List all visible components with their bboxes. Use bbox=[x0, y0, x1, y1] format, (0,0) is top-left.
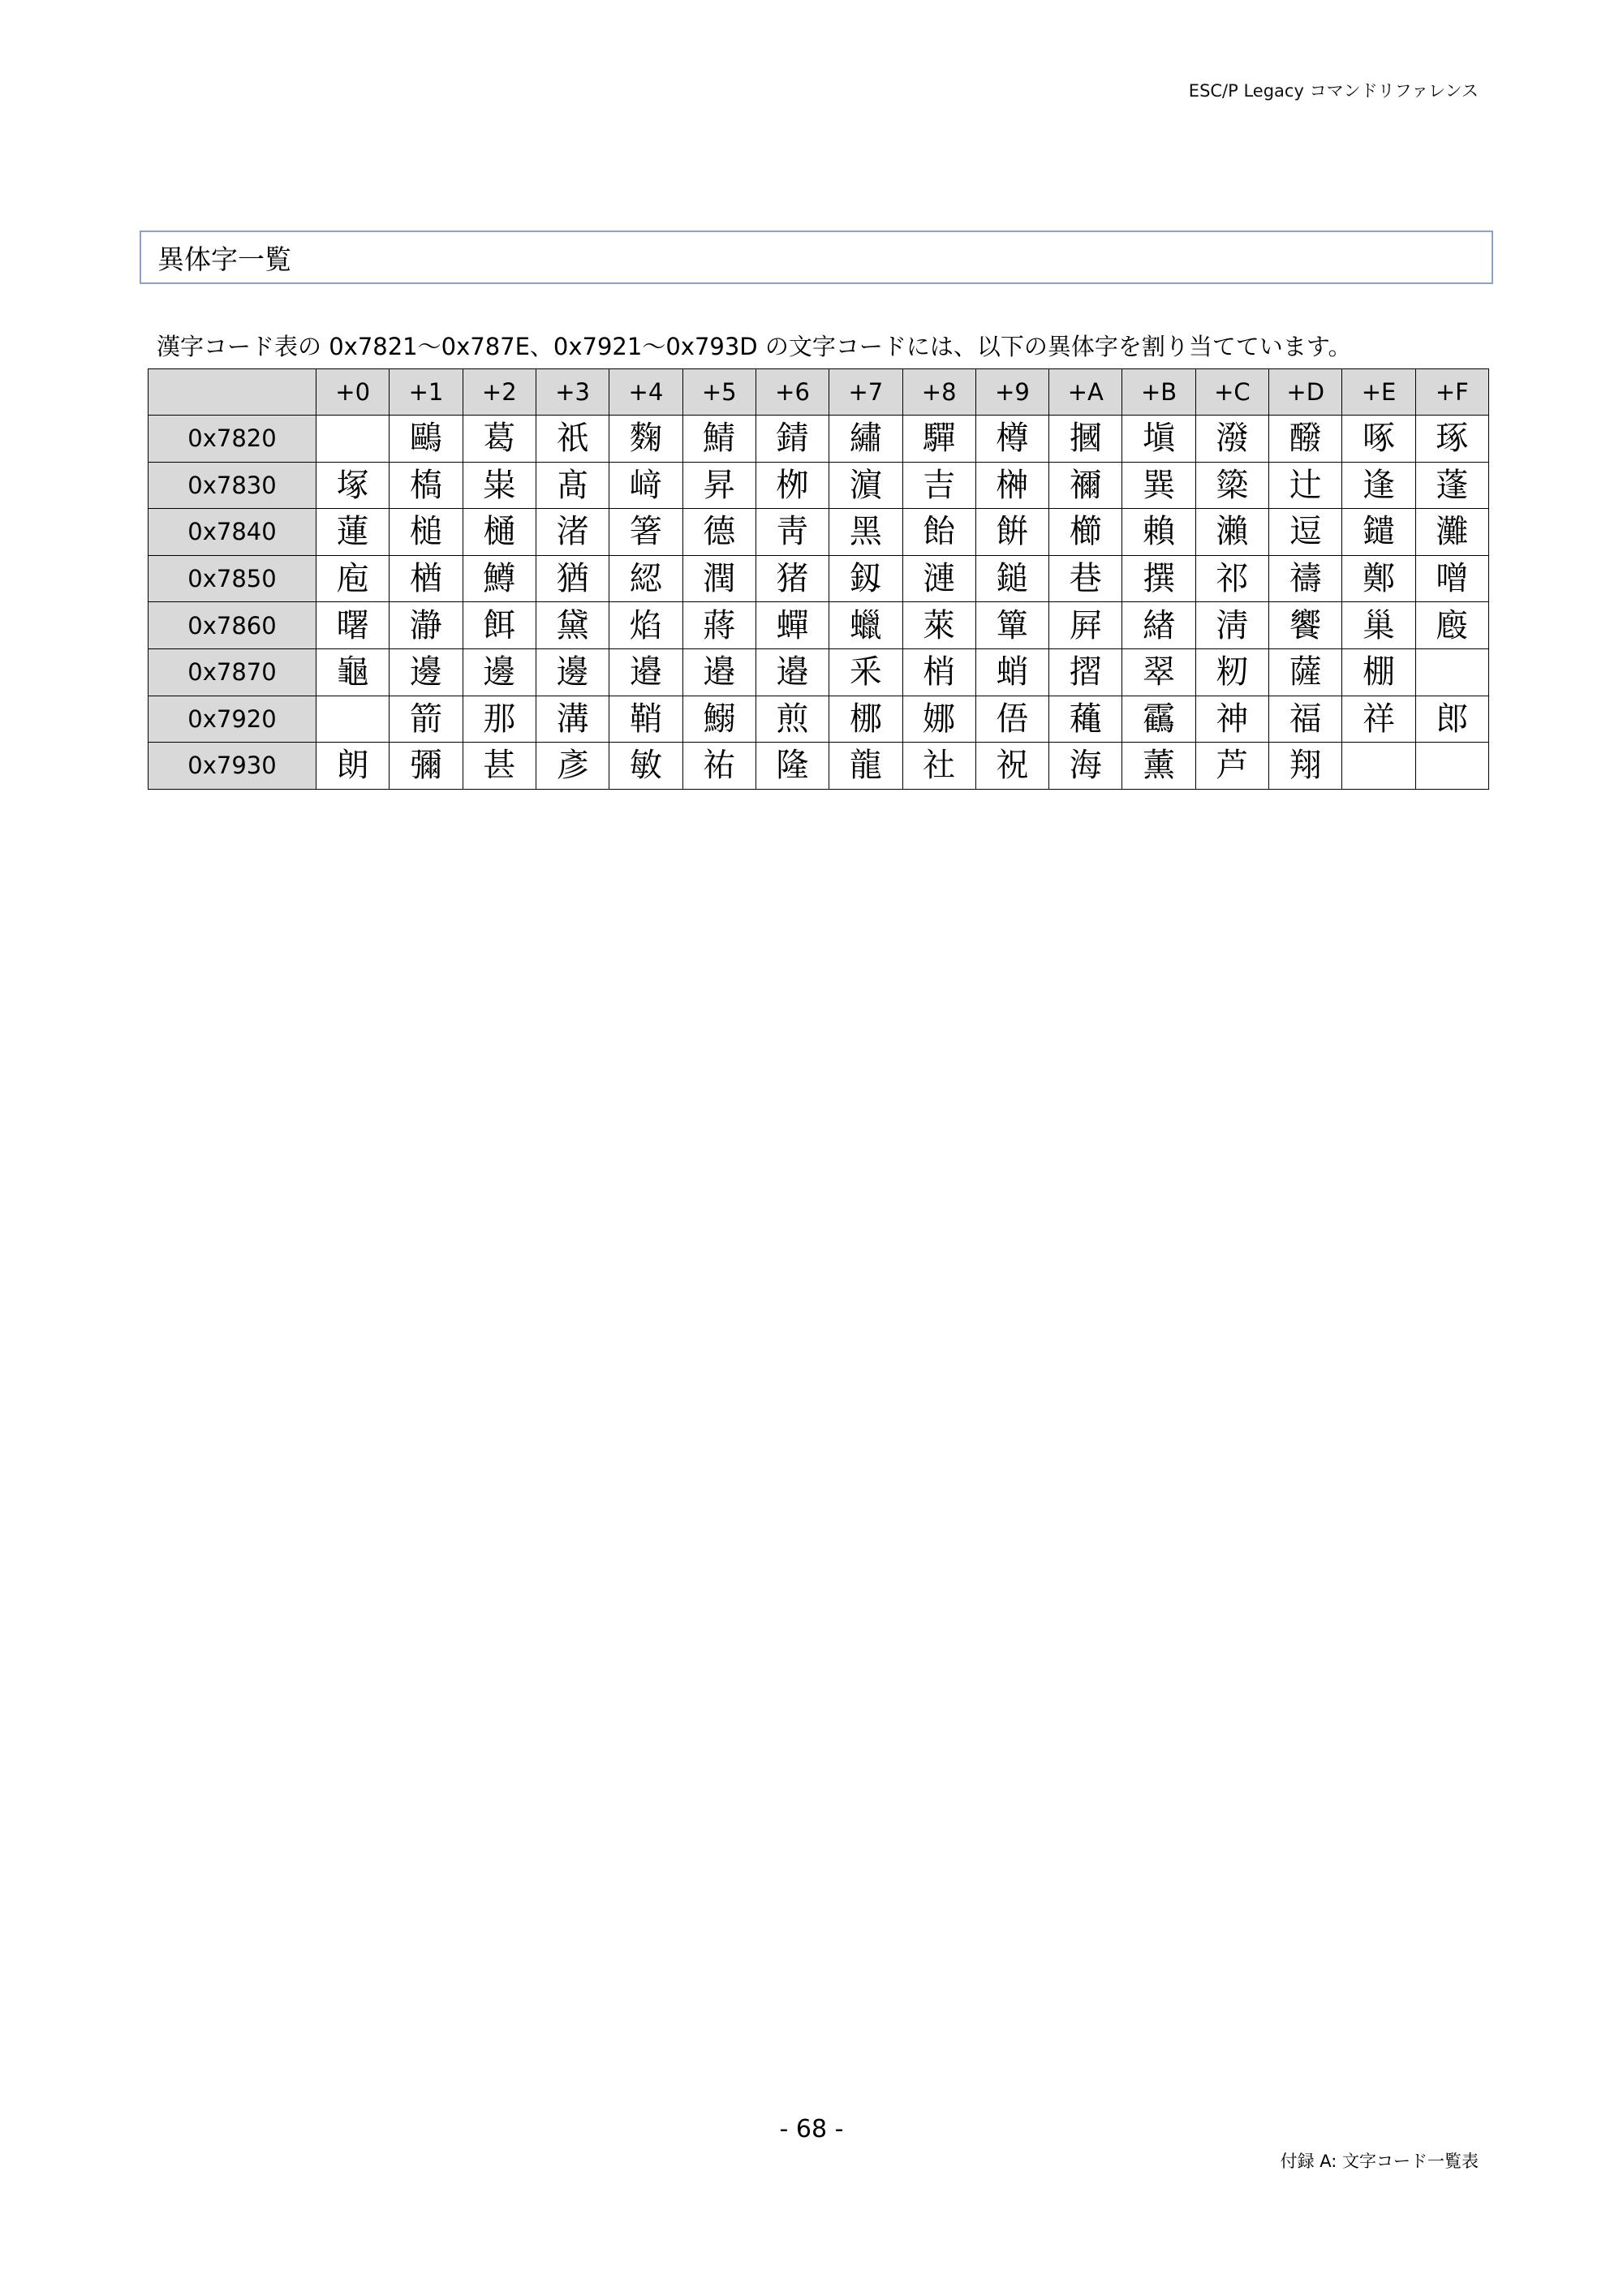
kanji-cell: 簞 bbox=[975, 602, 1048, 649]
kanji-cell: 靑 bbox=[756, 509, 829, 556]
column-header: +0 bbox=[316, 369, 390, 416]
kanji-cell: 焰 bbox=[609, 602, 682, 649]
kanji-cell: 禰 bbox=[1049, 462, 1122, 509]
column-header: +D bbox=[1269, 369, 1342, 416]
kanji-cell: 郎 bbox=[1415, 696, 1488, 743]
kanji-cell: 槌 bbox=[390, 509, 463, 556]
variant-kanji-table bbox=[148, 368, 1489, 790]
kanji-cell: 巽 bbox=[1122, 462, 1195, 509]
kanji-cell: 祥 bbox=[1342, 696, 1415, 743]
row-code-header: 0x7840 bbox=[149, 509, 316, 556]
kanji-cell: 敏 bbox=[609, 743, 682, 790]
kanji-cell: 綛 bbox=[609, 555, 682, 602]
table-row bbox=[149, 416, 1489, 463]
kanji-cell: 箸 bbox=[609, 509, 682, 556]
kanji-cell: 屛 bbox=[1049, 602, 1122, 649]
kanji-cell: 﨑 bbox=[609, 462, 682, 509]
kanji-cell: 邉 bbox=[756, 648, 829, 696]
row-code-header: 0x7830 bbox=[149, 462, 316, 509]
kanji-cell: 蓬 bbox=[1415, 462, 1488, 509]
kanji-cell: 庖 bbox=[316, 555, 390, 602]
column-header: +9 bbox=[975, 369, 1048, 416]
kanji-cell: 瀞 bbox=[390, 602, 463, 649]
kanji-cell: 辻 bbox=[1269, 462, 1342, 509]
kanji-cell: 鱒 bbox=[463, 555, 536, 602]
kanji-cell: 朗 bbox=[316, 743, 390, 790]
kanji-cell: 餌 bbox=[463, 602, 536, 649]
kanji-cell bbox=[1415, 648, 1488, 696]
kanji-cell: 溝 bbox=[536, 696, 609, 743]
kanji-cell: 漣 bbox=[902, 555, 975, 602]
kanji-cell: 邊 bbox=[390, 648, 463, 696]
kanji-cell: 棚 bbox=[1342, 648, 1415, 696]
footer-chapter: 付録 A: 文字コード一覧表 bbox=[1280, 2152, 1479, 2171]
column-header: +8 bbox=[902, 369, 975, 416]
kanji-cell: 廏 bbox=[1415, 602, 1488, 649]
kanji-cell: 籾 bbox=[1195, 648, 1268, 696]
kanji-cell: 粜 bbox=[463, 462, 536, 509]
table-row bbox=[149, 696, 1489, 743]
kanji-cell: 彥 bbox=[536, 743, 609, 790]
kanji-cell: 鎚 bbox=[975, 555, 1048, 602]
kanji-cell: 黑 bbox=[829, 509, 902, 556]
kanji-cell: 鷗 bbox=[390, 416, 463, 463]
page-number: - 68 - bbox=[779, 2115, 844, 2143]
kanji-cell: 飴 bbox=[902, 509, 975, 556]
kanji-cell: 撰 bbox=[1122, 555, 1195, 602]
kanji-cell: 髙 bbox=[536, 462, 609, 509]
kanji-cell: 栁 bbox=[756, 462, 829, 509]
table-row bbox=[149, 602, 1489, 649]
kanji-cell: 簗 bbox=[1195, 462, 1268, 509]
kanji-cell: 萊 bbox=[902, 602, 975, 649]
column-header: +7 bbox=[829, 369, 902, 416]
kanji-cell: 邊 bbox=[536, 648, 609, 696]
kanji-cell: 逗 bbox=[1269, 509, 1342, 556]
kanji-cell: 薩 bbox=[1269, 648, 1342, 696]
kanji-cell: 曙 bbox=[316, 602, 390, 649]
table-row bbox=[149, 462, 1489, 509]
kanji-cell: 德 bbox=[682, 509, 756, 556]
kanji-cell: 昇 bbox=[682, 462, 756, 509]
kanji-cell: 鯖 bbox=[682, 416, 756, 463]
table-row bbox=[149, 509, 1489, 556]
column-header: +A bbox=[1049, 369, 1122, 416]
kanji-cell: 祝 bbox=[975, 743, 1048, 790]
kanji-cell: 淸 bbox=[1195, 602, 1268, 649]
row-code-header: 0x7860 bbox=[149, 602, 316, 649]
kanji-cell: 邉 bbox=[682, 648, 756, 696]
kanji-cell: 麴 bbox=[609, 416, 682, 463]
kanji-cell: 渚 bbox=[536, 509, 609, 556]
kanji-cell: 邊 bbox=[463, 648, 536, 696]
kanji-cell: 潑 bbox=[1195, 416, 1268, 463]
kanji-cell: 煎 bbox=[756, 696, 829, 743]
kanji-cell: 槗 bbox=[390, 462, 463, 509]
kanji-cell: 緖 bbox=[1122, 602, 1195, 649]
kanji-cell: 蟬 bbox=[756, 602, 829, 649]
kanji-cell: 逢 bbox=[1342, 462, 1415, 509]
column-header: +E bbox=[1342, 369, 1415, 416]
kanji-cell: 鑓 bbox=[1342, 509, 1415, 556]
kanji-cell: 蓮 bbox=[316, 509, 390, 556]
kanji-cell: 驒 bbox=[902, 416, 975, 463]
table-body bbox=[149, 416, 1489, 790]
kanji-cell: 那 bbox=[463, 696, 536, 743]
kanji-cell: 蔣 bbox=[682, 602, 756, 649]
kanji-cell: 鞘 bbox=[609, 696, 682, 743]
kanji-cell: 灘 bbox=[1415, 509, 1488, 556]
table-corner-cell bbox=[149, 369, 316, 416]
intro-paragraph: 漢字コード表の 0x7821～0x787E、0x7921～0x793D の文字コードには、以下の異体字を割り当てています。 bbox=[157, 333, 1352, 360]
kanji-cell: 樋 bbox=[463, 509, 536, 556]
kanji-cell: 摺 bbox=[1049, 648, 1122, 696]
kanji-cell: 芦 bbox=[1195, 743, 1268, 790]
kanji-cell: 彌 bbox=[390, 743, 463, 790]
column-header: +1 bbox=[390, 369, 463, 416]
kanji-cell: 祇 bbox=[536, 416, 609, 463]
kanji-cell: 邉 bbox=[609, 648, 682, 696]
row-code-header: 0x7850 bbox=[149, 555, 316, 602]
kanji-cell: 祁 bbox=[1195, 555, 1268, 602]
column-header: +6 bbox=[756, 369, 829, 416]
kanji-cell: 繡 bbox=[829, 416, 902, 463]
column-header: +F bbox=[1415, 369, 1488, 416]
column-header: +3 bbox=[536, 369, 609, 416]
kanji-cell bbox=[1342, 743, 1415, 790]
kanji-cell: 楢 bbox=[390, 555, 463, 602]
kanji-cell: 靍 bbox=[1122, 696, 1195, 743]
kanji-cell: 鄭 bbox=[1342, 555, 1415, 602]
kanji-cell: 俉 bbox=[975, 696, 1048, 743]
kanji-cell: 餠 bbox=[975, 509, 1048, 556]
kanji-cell: 錆 bbox=[756, 416, 829, 463]
section-title: 異体字一覧 bbox=[157, 243, 291, 275]
kanji-cell: 蠟 bbox=[829, 602, 902, 649]
kanji-cell: 吉 bbox=[902, 462, 975, 509]
kanji-cell: 隆 bbox=[756, 743, 829, 790]
kanji-cell: 黛 bbox=[536, 602, 609, 649]
kanji-cell: 海 bbox=[1049, 743, 1122, 790]
kanji-cell: 福 bbox=[1269, 696, 1342, 743]
kanji-cell: 龍 bbox=[829, 743, 902, 790]
kanji-cell: 禱 bbox=[1269, 555, 1342, 602]
column-header: +B bbox=[1122, 369, 1195, 416]
kanji-cell: 巢 bbox=[1342, 602, 1415, 649]
running-header: ESC/P Legacy コマンドリファレンス bbox=[1188, 81, 1479, 101]
kanji-cell: 賴 bbox=[1122, 509, 1195, 556]
kanji-cell: 摑 bbox=[1049, 416, 1122, 463]
kanji-cell: 釆 bbox=[829, 648, 902, 696]
row-code-header: 0x7820 bbox=[149, 416, 316, 463]
kanji-cell: 葛 bbox=[463, 416, 536, 463]
kanji-cell: 釼 bbox=[829, 555, 902, 602]
table-row bbox=[149, 743, 1489, 790]
column-header: +5 bbox=[682, 369, 756, 416]
kanji-cell: 猶 bbox=[536, 555, 609, 602]
kanji-cell: 甚 bbox=[463, 743, 536, 790]
row-code-header: 0x7920 bbox=[149, 696, 316, 743]
kanji-cell: 翔 bbox=[1269, 743, 1342, 790]
table-row bbox=[149, 555, 1489, 602]
kanji-cell: 塚 bbox=[316, 462, 390, 509]
kanji-cell: 樽 bbox=[975, 416, 1048, 463]
kanji-cell: 饗 bbox=[1269, 602, 1342, 649]
kanji-cell: 噌 bbox=[1415, 555, 1488, 602]
kanji-cell: 娜 bbox=[902, 696, 975, 743]
column-header: +4 bbox=[609, 369, 682, 416]
kanji-cell bbox=[316, 416, 390, 463]
kanji-cell: 巷 bbox=[1049, 555, 1122, 602]
kanji-cell: 社 bbox=[902, 743, 975, 790]
kanji-cell bbox=[1415, 743, 1488, 790]
kanji-cell: 醱 bbox=[1269, 416, 1342, 463]
kanji-cell: 梛 bbox=[829, 696, 902, 743]
kanji-cell: 龜 bbox=[316, 648, 390, 696]
kanji-cell: 祐 bbox=[682, 743, 756, 790]
kanji-cell: 啄 bbox=[1342, 416, 1415, 463]
kanji-cell bbox=[316, 696, 390, 743]
kanji-cell: 塡 bbox=[1122, 416, 1195, 463]
kanji-cell: 薰 bbox=[1122, 743, 1195, 790]
kanji-cell: 翠 bbox=[1122, 648, 1195, 696]
kanji-cell: 蘒 bbox=[1049, 696, 1122, 743]
kanji-cell: 濵 bbox=[829, 462, 902, 509]
kanji-cell: 蛸 bbox=[975, 648, 1048, 696]
row-code-header: 0x7930 bbox=[149, 743, 316, 790]
table-header-row bbox=[149, 369, 1489, 416]
column-header: +C bbox=[1195, 369, 1268, 416]
kanji-cell: 箭 bbox=[390, 696, 463, 743]
kanji-cell: 琢 bbox=[1415, 416, 1488, 463]
kanji-cell: 神 bbox=[1195, 696, 1268, 743]
kanji-cell: 潤 bbox=[682, 555, 756, 602]
kanji-cell: 櫛 bbox=[1049, 509, 1122, 556]
table-row bbox=[149, 648, 1489, 696]
kanji-cell: 鰯 bbox=[682, 696, 756, 743]
row-code-header: 0x7870 bbox=[149, 648, 316, 696]
kanji-cell: 猪 bbox=[756, 555, 829, 602]
column-header: +2 bbox=[463, 369, 536, 416]
kanji-cell: 榊 bbox=[975, 462, 1048, 509]
section-heading-box bbox=[140, 230, 1493, 284]
kanji-cell: 瀨 bbox=[1195, 509, 1268, 556]
kanji-cell: 梢 bbox=[902, 648, 975, 696]
